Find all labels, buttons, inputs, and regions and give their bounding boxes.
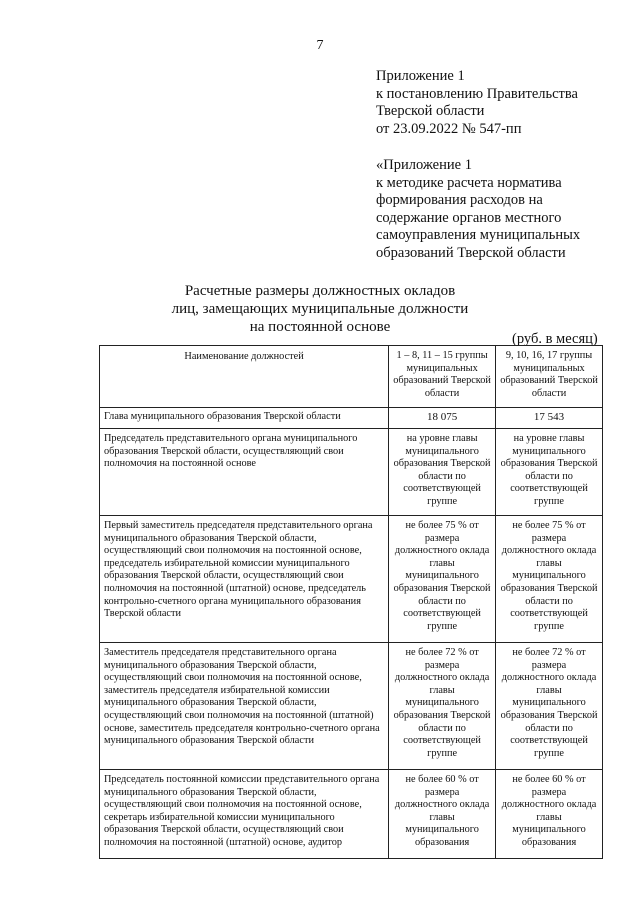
method-line: образований Тверской области <box>376 244 566 261</box>
appendix-line: от 23.09.2022 № 547-пп <box>376 120 522 137</box>
salary-group-b: 17 543 <box>496 408 603 429</box>
table-row <box>100 429 603 516</box>
salary-group-a: на уровне главы муниципального образования Тверской области по соответствующей группе <box>389 429 496 516</box>
method-line: к методике расчета норматива <box>376 174 562 191</box>
salary-group-a: не более 60 % от размера должностного оклада главы муниципального образования <box>389 770 496 859</box>
title-line: Расчетные размеры должностных окладов <box>184 283 456 299</box>
appendix-line: Тверской области <box>376 103 485 119</box>
salary-group-b: не более 72 % от размера должностного оклада главы муниципального образования Тверской области по соответствующей группе <box>496 643 603 770</box>
position-name: Заместитель председателя представительного органа муниципального образования Тверской области, осуществляющий свои полномочия на постоянной основе, заместитель председателя избирательной комиссии муниципального образования Тверской области, осуществляющий свои полномочия на постоянной (штатной) основе, заместитель председателя контрольно-счетного органа муниципального образования Тверской области <box>100 643 389 770</box>
position-name: Председатель постоянной комиссии представительного органа муниципального образования Тверской области, осуществляющий свои полномочия на постоянной основе, секретарь избирательной комиссии муниципального образования Тверской области, осуществляющий свои полномочия на постоянной (штатной) основе, аудитор <box>100 770 389 859</box>
currency-unit: (руб. в месяц) <box>512 331 598 347</box>
document-title <box>0 282 640 336</box>
position-name: Глава муниципального образования Тверской области <box>100 408 389 429</box>
salary-group-b: не более 75 % от размера должностного оклада главы муниципального образования Тверской области по соответствующей группе <box>496 516 603 643</box>
table-row <box>100 516 603 643</box>
table-header-row <box>100 346 603 408</box>
header-group-b: 9, 10, 16, 17 группы муниципальных образований Тверской области <box>496 346 603 408</box>
appendix-line: к постановлению Правительства <box>376 85 578 102</box>
table-row <box>100 770 603 859</box>
title-line: на постоянной основе <box>249 319 391 335</box>
method-line: содержание органов местного <box>376 209 562 226</box>
salary-group-b: не более 60 % от размера должностного оклада главы муниципального образования <box>496 770 603 859</box>
salary-group-a: 18 075 <box>389 408 496 429</box>
salary-group-b: на уровне главы муниципального образования Тверской области по соответствующей группе <box>496 429 603 516</box>
header-group-a: 1 – 8, 11 – 15 группы муниципальных образований Тверской области <box>389 346 496 408</box>
method-appendix-reference <box>376 157 580 262</box>
header-position-name: Наименование должностей <box>100 346 389 408</box>
position-name: Первый заместитель председателя представительного органа муниципального образования Тверской области, осуществляющий свои полномочия на постоянной основе, председатель избирательной комиссии муниципального образования Тверской области, осуществляющий свои полномочия на постоянной (штатной) основе, председатель контрольно-счетного органа муниципального образования Тверской области <box>100 516 389 643</box>
title-line: лиц, замещающих муниципальные должности <box>171 301 469 317</box>
page-number: 7 <box>316 38 324 53</box>
salary-group-a: не более 72 % от размера должностного оклада главы муниципального образования Тверской области по соответствующей группе <box>389 643 496 770</box>
position-name: Председатель представительного органа муниципального образования Тверской области, осуществляющий свои полномочия на постоянной основе <box>100 429 389 516</box>
method-line: формирования расходов на <box>376 192 543 208</box>
table-row <box>100 643 603 770</box>
method-line: самоуправления муниципальных <box>376 227 581 243</box>
appendix-reference <box>376 68 578 138</box>
appendix-line: Приложение 1 <box>376 68 465 84</box>
method-line: «Приложение 1 <box>376 157 472 173</box>
salary-table <box>99 345 603 859</box>
table-row <box>100 408 603 429</box>
salary-group-a: не более 75 % от размера должностного оклада главы муниципального образования Тверской области по соответствующей группе <box>389 516 496 643</box>
